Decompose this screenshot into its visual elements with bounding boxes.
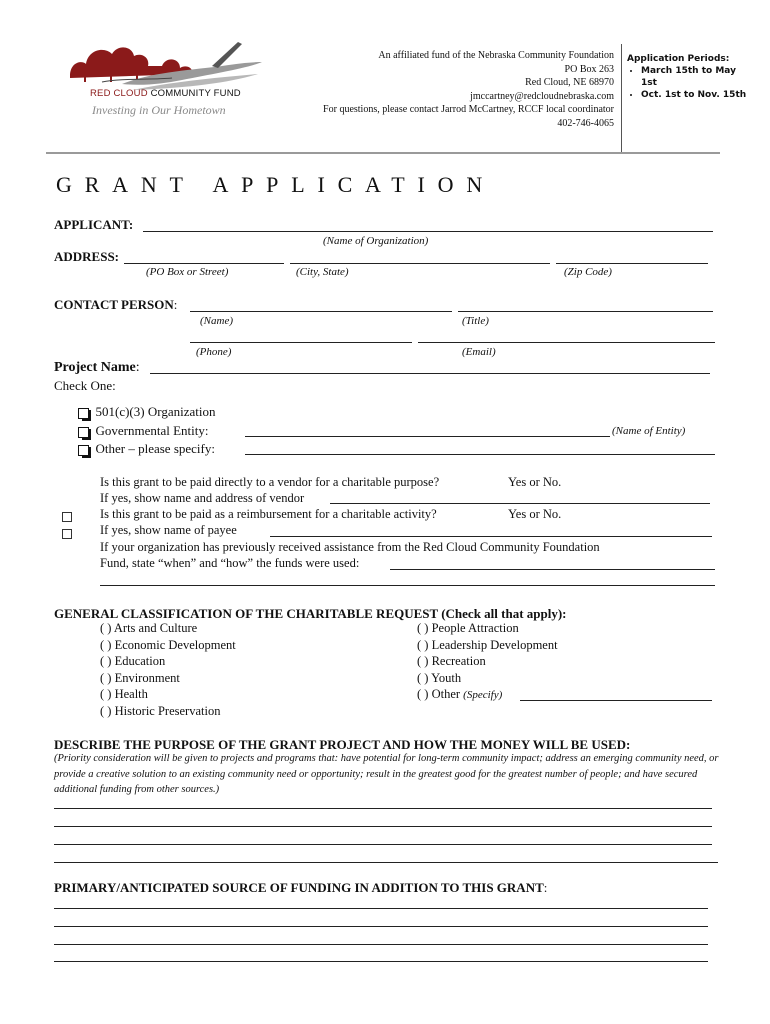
funding-line-2[interactable] [54, 926, 708, 927]
vendor-yes-no[interactable]: Yes or No. [508, 475, 562, 489]
purpose-line-3[interactable] [54, 844, 712, 845]
address-label: ADDRESS: [54, 249, 120, 264]
class-economic[interactable]: ( ) Economic Development [100, 638, 236, 652]
class-arts[interactable]: ( ) Arts and Culture [100, 621, 198, 635]
class-other-field[interactable] [520, 700, 712, 701]
contact-title-hint: (Title) [462, 315, 489, 327]
contact-phone-field[interactable] [190, 342, 412, 343]
periods-title: Application Periods: [627, 54, 730, 64]
previous-assistance-line2: Fund, state “when” and “how” the funds were used: [100, 556, 360, 570]
class-education[interactable]: ( ) Education [100, 654, 166, 668]
purpose-note: (Priority consideration will be given to projects and programs that: have potential for long-term community impact; address an emerging community need, or provide a creative solution to an existing community need or opportunity; result in the greatest good for the greatest number of people; and have secured additional funding from other sources.) [54, 753, 719, 795]
previous-assistance-line1: If your organization has previously received assistance from the Red Cloud Community Foundation [100, 540, 600, 554]
period-item: • March 15th to May 1st [641, 65, 747, 89]
email-line: jmccartney@redcloudnebraska.com [470, 90, 614, 102]
project-name-label: Project Name: [54, 360, 140, 375]
reimbursement-question: Is this grant to be paid as a reimbursement for a charitable activity? [100, 507, 437, 521]
contact-person-label: CONTACT PERSON: [54, 297, 178, 312]
option-other[interactable]: Other – please specify: [78, 441, 215, 457]
checkbox-icon[interactable] [78, 408, 89, 419]
contact-phone-hint: (Phone) [196, 346, 232, 358]
funding-line-3[interactable] [54, 944, 708, 945]
other-specify-field[interactable] [245, 454, 715, 455]
header-contact-info [323, 49, 614, 130]
vendor-field[interactable] [330, 503, 710, 504]
checkbox-icon[interactable] [62, 529, 72, 539]
class-recreation[interactable]: ( ) Recreation [417, 654, 486, 668]
funding-line-1[interactable] [54, 908, 708, 909]
address-city-hint: (City, State) [296, 266, 349, 278]
city-line: Red Cloud, NE 68970 [525, 77, 614, 88]
vendor-follow-up: If yes, show name and address of vendor [100, 491, 305, 505]
address-city-field[interactable] [290, 263, 550, 264]
applicant-label: APPLICANT: [54, 217, 134, 232]
class-leadership[interactable]: ( ) Leadership Development [417, 638, 558, 652]
logo-wordmark: RED CLOUD COMMUNITY FUND [90, 88, 241, 99]
check-one-label: Check One: [54, 378, 116, 393]
previous-assistance-field[interactable] [390, 569, 715, 570]
class-health[interactable]: ( ) Health [100, 687, 148, 701]
applicant-hint: (Name of Organization) [323, 235, 429, 247]
contact-name-hint: (Name) [200, 315, 233, 327]
contact-line: For questions, please contact Jarrod McCartney, RCCF local coordinator [323, 104, 614, 115]
period-item: • Oct. 1st to Nov. 15th [641, 89, 747, 101]
page-title: GRANT APPLICATION [56, 172, 496, 197]
class-other[interactable]: ( ) Other (Specify) [417, 687, 503, 701]
payee-field[interactable] [270, 536, 712, 537]
class-environment[interactable]: ( ) Environment [100, 671, 180, 685]
classification-heading: GENERAL CLASSIFICATION OF THE CHARITABLE REQUEST (Check all that apply): [54, 606, 567, 621]
address-street-field[interactable] [124, 263, 284, 264]
application-periods [627, 53, 747, 101]
address-street-hint: (PO Box or Street) [146, 266, 229, 278]
checkbox-icon[interactable] [62, 512, 72, 522]
previous-assistance-field-2[interactable] [100, 585, 715, 586]
governmental-entity-field[interactable] [245, 436, 610, 437]
class-youth[interactable]: ( ) Youth [417, 671, 462, 685]
contact-name-field[interactable] [190, 311, 452, 312]
class-historic[interactable]: ( ) Historic Preservation [100, 704, 221, 718]
contact-title-field[interactable] [458, 311, 713, 312]
header-rule [46, 152, 720, 154]
checkbox-icon[interactable] [78, 445, 89, 456]
header-divider [621, 44, 622, 154]
option-501c3[interactable]: 501(c)(3) Organization [78, 404, 215, 420]
applicant-field[interactable] [143, 231, 713, 232]
purpose-heading: DESCRIBE THE PURPOSE OF THE GRANT PROJECT AND HOW THE MONEY WILL BE USED: [54, 737, 631, 752]
contact-email-field[interactable] [418, 342, 715, 343]
class-people-attraction[interactable]: ( ) People Attraction [417, 621, 519, 635]
affiliation-line: An affiliated fund of the Nebraska Community Foundation [378, 50, 614, 61]
purpose-line-1[interactable] [54, 808, 712, 809]
funding-heading: PRIMARY/ANTICIPATED SOURCE OF FUNDING IN ADDITION TO THIS GRANT: [54, 880, 548, 895]
address-zip-hint: (Zip Code) [564, 266, 612, 278]
checkbox-icon[interactable] [78, 427, 89, 438]
funding-line-4[interactable] [54, 961, 708, 962]
logo-tagline: Investing in Our Hometown [92, 103, 226, 117]
phone-line: 402-746-4065 [557, 117, 614, 129]
po-box-line: PO Box 263 [564, 63, 614, 75]
payee-follow-up: If yes, show name of payee [100, 523, 237, 537]
option-governmental[interactable]: Governmental Entity: [78, 423, 209, 439]
contact-email-hint: (Email) [462, 346, 496, 358]
vendor-question: Is this grant to be paid directly to a vendor for a charitable purpose? [100, 475, 440, 489]
purpose-line-4[interactable] [54, 862, 718, 863]
purpose-line-2[interactable] [54, 826, 712, 827]
project-name-field[interactable] [150, 373, 710, 374]
governmental-entity-hint: (Name of Entity) [612, 425, 686, 437]
address-zip-field[interactable] [556, 263, 708, 264]
reimbursement-yes-no[interactable]: Yes or No. [508, 507, 562, 521]
